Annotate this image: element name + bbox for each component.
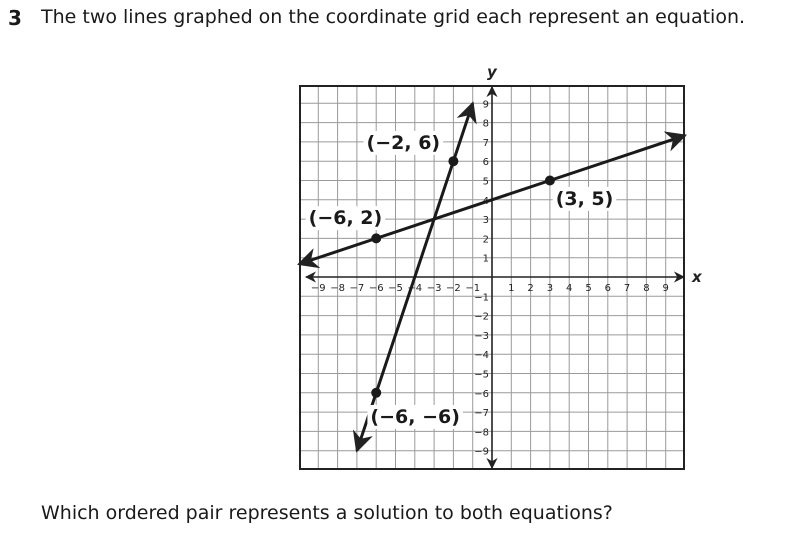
y-tick-label: −7 bbox=[474, 408, 489, 420]
x-tick-label: −5 bbox=[388, 283, 403, 294]
y-tick-label: 6 bbox=[482, 157, 489, 169]
y-axis-label: y bbox=[487, 63, 497, 81]
point-marker bbox=[448, 156, 458, 166]
point-label: (−2, 6) bbox=[366, 131, 441, 154]
y-tick-label: −4 bbox=[474, 350, 489, 362]
point-label: (3, 5) bbox=[555, 187, 614, 210]
y-tick-label: 9 bbox=[482, 99, 489, 111]
y-tick-label: 7 bbox=[482, 137, 489, 149]
y-tick-label: −8 bbox=[474, 427, 489, 439]
question-prompt: Which ordered pair represents a solution to both equations? bbox=[41, 502, 613, 524]
x-axis-label: x bbox=[692, 268, 702, 286]
question-number: 3 bbox=[8, 6, 22, 30]
point-label: (−6, 2) bbox=[308, 207, 383, 230]
x-tick-label: 3 bbox=[546, 283, 554, 294]
x-tick-label: 9 bbox=[662, 283, 669, 294]
x-tick-label: 4 bbox=[566, 283, 573, 294]
y-tick-label: 8 bbox=[482, 118, 489, 130]
x-tick-label: 7 bbox=[623, 283, 631, 294]
y-tick-label: 2 bbox=[482, 234, 489, 246]
x-tick-label: 5 bbox=[585, 283, 592, 294]
plotted-points bbox=[306, 131, 617, 429]
y-tick-label: −1 bbox=[474, 292, 489, 304]
y-tick-label: −3 bbox=[474, 330, 489, 342]
y-tick-label: 3 bbox=[482, 215, 489, 227]
x-tick-label: 8 bbox=[643, 283, 650, 294]
y-tick-label: −6 bbox=[474, 388, 489, 400]
y-tick-label: −5 bbox=[474, 369, 489, 381]
x-tick-label: −2 bbox=[446, 283, 461, 294]
y-tick-label: 1 bbox=[482, 253, 489, 265]
x-tick-label: −6 bbox=[368, 283, 384, 294]
x-tick-label: −4 bbox=[407, 283, 423, 294]
point-marker bbox=[545, 176, 555, 186]
x-tick-label: −7 bbox=[349, 283, 365, 294]
point-marker bbox=[371, 233, 381, 243]
point-marker bbox=[371, 388, 381, 398]
y-tick-label: −9 bbox=[474, 446, 489, 458]
x-tick-label: −8 bbox=[330, 283, 345, 294]
x-tick-label: 6 bbox=[604, 283, 611, 294]
x-tick-label: −9 bbox=[310, 283, 326, 294]
x-tick-label: 2 bbox=[527, 283, 534, 294]
x-tick-label: −1 bbox=[465, 283, 481, 294]
x-tick-label: −3 bbox=[426, 283, 442, 294]
y-tick-label: 5 bbox=[482, 176, 489, 188]
y-tick-label: −2 bbox=[474, 311, 489, 323]
x-tick-label: 1 bbox=[508, 283, 515, 294]
question-text: The two lines graphed on the coordinate grid each represent an equation. bbox=[41, 6, 746, 28]
point-label: (−6, −6) bbox=[370, 405, 460, 428]
